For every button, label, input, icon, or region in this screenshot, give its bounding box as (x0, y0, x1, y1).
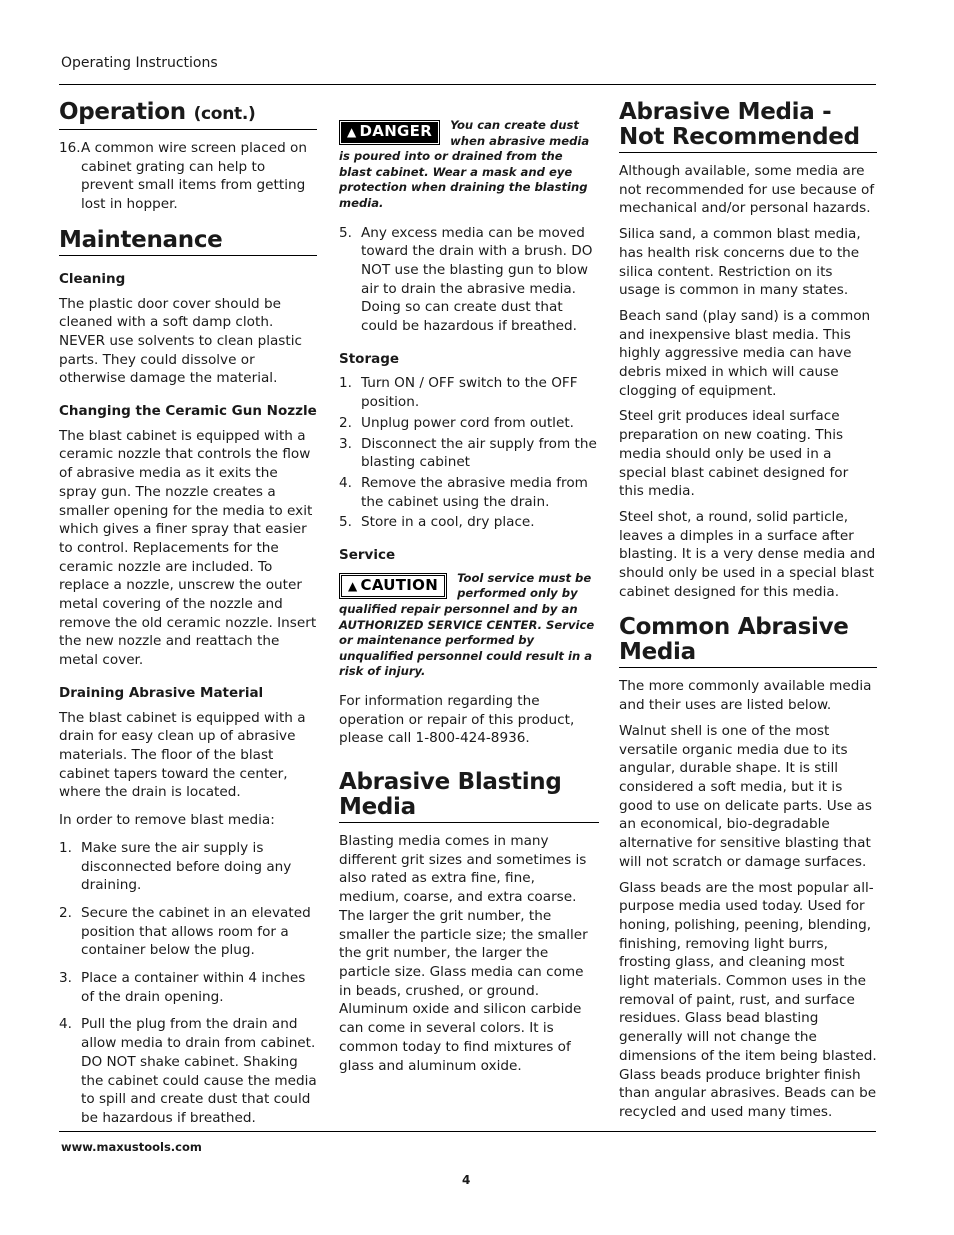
list-item: 2. Secure the cabinet in an elevated position that allows room for a container below the plug. (59, 904, 311, 959)
drain-heading: Draining Abrasive Material (59, 684, 264, 701)
running-header: Operating Instructions (61, 55, 218, 71)
nr-paragraph: Beach sand (play sand) is a common and inexpensive blast media. This highly aggressive media can have debris mixed in which will cause clogging of equipment. (619, 307, 871, 399)
not-recommended-heading: Abrasive Media - Not Recommended (619, 100, 877, 153)
common-media-heading: Common Abrasive Media (619, 615, 877, 668)
column-left (59, 100, 317, 1137)
list-item: 5. Store in a cool, dry place. (339, 514, 535, 531)
caution-text: Tool service must be performed only by qualified repair personnel and by an AUTHORIZED SERVICE CENTER. Service or maintenance performed by unqualified personnel could result in a risk of injury. (339, 570, 595, 679)
list-item: 3. Place a container within 4 inches of the drain opening. (59, 970, 306, 1005)
list-item: 1. Make sure the air supply is disconnected before doing any draining. (59, 839, 292, 894)
nozzle-heading: Changing the Ceramic Gun Nozzle (59, 403, 317, 420)
footer-url: www.maxustools.com (61, 1140, 202, 1154)
operation-list (59, 139, 317, 214)
common-paragraph: Glass beads are the most popular all-purpose media used today. Used for honing, polishing, peening, blending, finishing, removing light burrs, frosting glass, and cleaning most light materials. Common uses in the removal of paint, rust, and surface residues. Glass bead blasting generally will not change the dimensions of the item being blasted. Glass beads produce brighter finish than angular abrasives. Beads can be recycled and used many times. (619, 879, 877, 1120)
nr-paragraph: Although available, some media are not recommended for use because of mechanical and/or personal hazards. (619, 163, 875, 217)
drain-steps (59, 839, 317, 1128)
list-item: 4. Remove the abrasive media from the cabinet using the drain. (339, 475, 588, 510)
cleaning-text: The plastic door cover should be cleaned with a soft damp cloth. NEVER use solvents to clean plastic parts. They could dissolve or otherwise damage the material. (59, 295, 302, 387)
warning-triangle-icon: ▲ (347, 125, 357, 139)
list-item: 16. A common wire screen placed on cabinet grating can help to prevent small items from getting lost in hopper. (59, 140, 307, 213)
common-paragraph: The more commonly available media and their uses are listed below. (619, 678, 872, 714)
list-item: 1. Turn ON / OFF switch to the OFF position. (339, 375, 578, 411)
column-right (619, 100, 877, 1129)
service-info: For information regarding the operation or repair of this product, please call 1-800-424-8936. (339, 692, 575, 747)
operation-heading: Operation (cont.) (59, 100, 317, 130)
column-middle (339, 118, 599, 1082)
caution-badge: ▲ CAUTION (339, 573, 447, 600)
danger-badge: ▲ DANGER (339, 120, 440, 145)
list-item: 5. Any excess media can be moved toward the drain with a brush. DO NOT use the blasting gun to blow air to drain the abrasive media. Doing so can create dust that could be hazardous if breathed. (339, 224, 593, 335)
danger-text: You can create dust when abrasive media is poured into or drained from the blast cabinet. Wear a mask and eye protection when draining the blasting media. (339, 118, 590, 210)
nozzle-text: The blast cabinet is equipped with a ceramic nozzle that controls the flow of abrasive media as it exits the spray gun. The nozzle creates a smaller opening for the media to exit which gives a finer spray that easier to control. Replacements for the ceramic nozzle are included. To replace a nozzle, unscrew the outer metal covering of the nozzle and remove the old ceramic nozzle. Insert the new nozzle and reattach the metal cover. (59, 427, 317, 669)
list-item: 2. Unplug power cord from outlet. (339, 414, 574, 431)
caution-warning (339, 571, 599, 680)
remove-intro: In order to remove blast media: (59, 812, 275, 829)
cleaning-heading: Cleaning (59, 270, 126, 287)
maintenance-heading: Maintenance (59, 228, 317, 256)
blasting-media-heading: Abrasive Blasting Media (339, 770, 599, 823)
nr-paragraph: Silica sand, a common blast media, has health risk concerns due to the silica content. Restriction on its usage is common in many states. (619, 226, 861, 299)
drain-text: The blast cabinet is equipped with a drain for easy clean up of abrasive materials. The floor of the blast cabinet tapers toward the center, where the drain is located. (59, 709, 306, 801)
storage-steps (339, 374, 599, 532)
list-item: 4. Pull the plug from the drain and allow media to drain from cabinet. DO NOT shake cabinet. Shaking the cabinet could cause the media to spill and create dust that could be hazardous if breathed. (59, 1016, 317, 1126)
footer-rule (59, 1131, 876, 1132)
header-rule (59, 84, 876, 85)
nr-paragraph: Steel grit produces ideal surface preparation on new coating. This media should only be used in a special blast cabinet designed for this media. (619, 408, 849, 500)
warning-triangle-icon: ▲ (348, 578, 358, 593)
list-item: 3. Disconnect the air supply from the blasting cabinet (339, 435, 597, 471)
operation-heading-suffix: (cont.) (193, 104, 256, 124)
page-number: 4 (462, 1173, 471, 1187)
nr-paragraph: Steel shot, a round, solid particle, leaves a dimples in a surface after blasting. It is a very dense media and should only be used in a special blast cabinet designed for this media. (619, 508, 876, 600)
danger-warning (339, 118, 599, 212)
blasting-media-text: Blasting media comes in many different grit sizes and sometimes is also rated as extra fine, fine, medium, coarse, and extra coarse. The larger the grit number, the smaller the particle size; the smaller the grit number, the larger the particle size. Glass media can come in beads, crushed, or ground. Aluminum oxide and silicon carbide can come in several colors. It is common today to find mixtures of glass and aluminum oxide. (339, 833, 588, 1074)
storage-heading: Storage (339, 350, 400, 367)
common-paragraph: Walnut shell is one of the most versatile organic media due to its angular, durable shape. It is still considered a soft media, but it is good to use on delicate parts. Use as an economical, bio-degradable alternative for sensitive blasting that will not scratch or damage surfaces. (619, 722, 872, 870)
service-heading: Service (339, 547, 396, 564)
step-5 (339, 224, 599, 336)
